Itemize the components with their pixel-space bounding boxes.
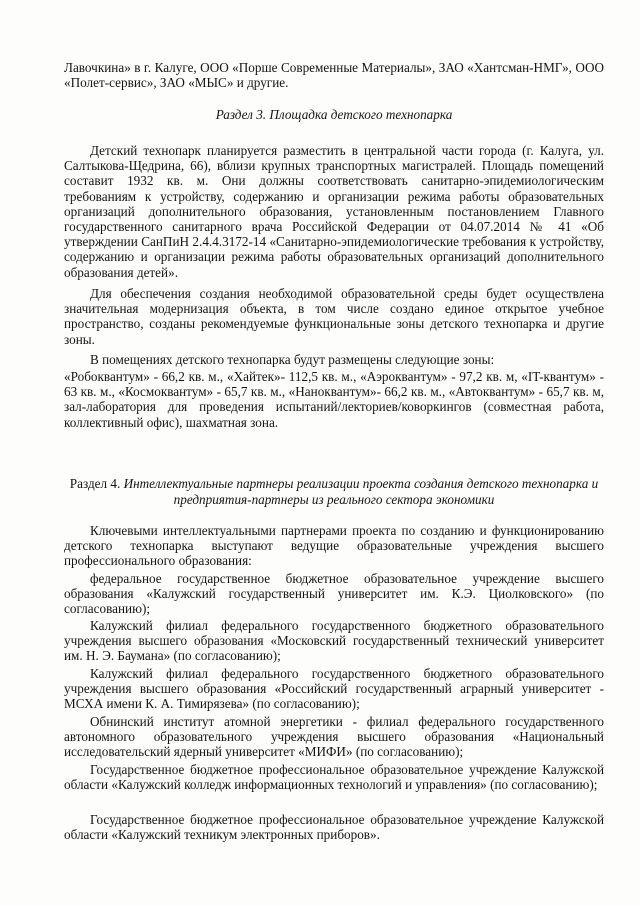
section4-heading <box>64 476 604 507</box>
section3-heading: Раздел 3. Площадка детского технопарка <box>215 107 453 122</box>
partner-technikum: Государственное бюджетное профессиональное образовательное учреждение Калужской области «Калужский техникум электронных приборов». <box>64 812 604 843</box>
zones-list-paragraph: «Робоквантум» - 66,2 кв. м., «Хайтек»- 112,5 кв. м., «Аэроквантум» - 97,2 кв. м, «IT-квантум» - 63 кв. м., «Космоквантум» - 65,7 кв. м., «Наноквантум»- 66,2 кв. м., «Автоквантум» - 65,7 кв. м, зал-лаборатория для проведения испытаний/лекториев/коворкингов (совместная работа, коллективный офис), шахматная зона. <box>64 369 604 430</box>
section4-paragraph-1: Ключевыми интеллектуальными партнерами проекта по созданию и функционированию детского технопарка выступают ведущие образовательные учреждения высшего профессионального образования: <box>64 523 604 569</box>
partner-mifi: Обнинский институт атомной энергетики - филиал федерального государственного автономного образовательного учреждения высшего образования «Национальный исследовательский ядерный университет «МИФИ» (по согласованию); <box>64 714 604 760</box>
section4-heading-prefix: Раздел 4. <box>69 476 121 491</box>
partner-kgu: федеральное государственное бюджетное образовательное учреждение высшего образования «Калужский государственный университет им. К.Э. Циолковского» (по согласованию); <box>64 571 604 617</box>
section3-paragraph-2: Для обеспечения создания необходимой образовательной среды будет осуществлена значительная модернизация объекта, в том числе создано единое открытое учебное пространство, созданы рекомендуемые функциональные зоны детского технопарка и другие зоны. <box>64 286 604 347</box>
intro-paragraph: Лавочкина» в г. Калуге, ООО «Порше Современные Материалы», ЗАО «Хантсман-НМГ», ООО «Полет-сервис», ЗАО «МЫС» и другие. <box>64 60 604 91</box>
partner-bauman: Калужский филиал федерального государственного бюджетного образовательного учреждения высшего образования «Московский государственный технический университет им. Н. Э. Баумана» (по согласованию); <box>64 618 604 664</box>
partner-college-it: Государственное бюджетное профессиональное образовательное учреждение Калужской области «Калужский колледж информационных технологий и управления» (по согласованию); <box>64 762 604 793</box>
section3-paragraph-1: Детский технопарк планируется разместить в центральной части города (г. Калуга, ул. Салтыкова-Щедрина, 66), вблизи крупных транспортных магистралей. Площадь помещений составит 1932 кв. м. Они должны соответствовать санитарно-эпидемиологическим требованиям к устройству, содержанию и организации режима работы образовательных организаций дополнительного образования, установленным постановлением Главного государственного санитарного врача Российской Федерации от 04.07.2014 № 41 «Об утверждении СанПиН 2.4.4.3172-14 «Санитарно-эпидемиологические требования к устройству, содержанию и организации режима работы образовательных организаций дополнительного образования детей». <box>64 143 604 280</box>
partner-timiryazev: Калужский филиал федерального государственного бюджетного образовательного учреждения высшего образования «Российский государственный аграрный университет - МСХА имени К. А. Тимирязева» (по согласованию); <box>64 666 604 712</box>
section3-paragraph-3: В помещениях детского технопарка будут размещены следующие зоны: <box>90 352 495 367</box>
section4-heading-title: Интеллектуальные партнеры реализации проекта создания детского технопарка и предприятия-партнеры из реального сектора экономики <box>123 476 599 507</box>
